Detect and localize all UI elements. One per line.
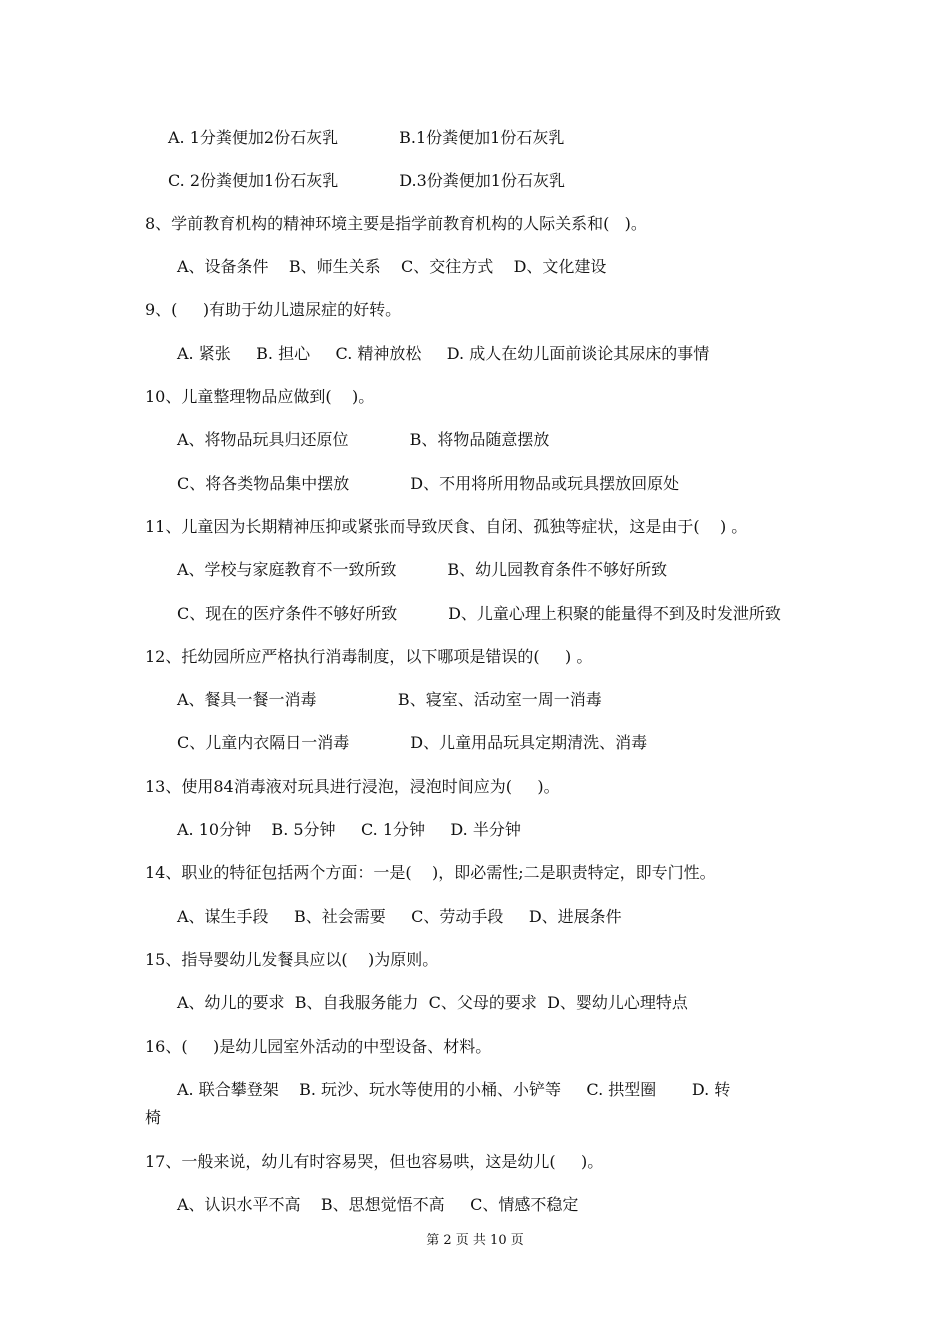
q12-options-cd: C、儿童内衣隔日一消毒 D、儿童用品玩具定期清洗、消毒 xyxy=(177,733,648,752)
q15-options: A、幼儿的要求 B、自我服务能力 C、父母的要求 D、婴幼儿心理特点 xyxy=(177,993,688,1012)
q7-options-ab: A. 1分粪便加2份石灰乳 B.1份粪便加1份石灰乳 xyxy=(168,128,565,147)
question-14: 14、职业的特征包括两个方面：一是( )，即必需性;二是职责特定，即专门性。 xyxy=(145,863,716,882)
question-13: 13、使用84消毒液对玩具进行浸泡，浸泡时间应为( )。 xyxy=(145,777,560,796)
q9-options: A. 紧张 B. 担心 C. 精神放松 D. 成人在幼儿面前谈论其尿床的事情 xyxy=(177,344,710,363)
q16-options-wrap: 椅 xyxy=(145,1108,162,1127)
question-9: 9、( )有助于幼儿遗尿症的好转。 xyxy=(145,300,402,319)
page-footer: 第 2 页 共 10 页 xyxy=(426,1233,524,1248)
q17-options: A、认识水平不高 B、思想觉悟不高 C、情感不稳定 xyxy=(177,1195,579,1214)
q10-options-ab: A、将物品玩具归还原位 B、将物品随意摆放 xyxy=(177,430,550,449)
question-12: 12、托幼园所应严格执行消毒制度，以下哪项是错误的( ) 。 xyxy=(145,647,593,666)
q11-options-cd: C、现在的医疗条件不够好所致 D、儿童心理上积聚的能量得不到及时发泄所致 xyxy=(177,604,781,623)
q7-options-cd: C. 2份粪便加1份石灰乳 D.3份粪便加1份石灰乳 xyxy=(168,171,565,190)
q11-options-ab: A、学校与家庭教育不一致所致 B、幼儿园教育条件不够好所致 xyxy=(177,560,668,579)
q16-options: A. 联合攀登架 B. 玩沙、玩水等使用的小桶、小铲等 C. 拱型圈 D. 转 xyxy=(177,1080,731,1099)
q8-options: A、设备条件 B、师生关系 C、交往方式 D、文化建设 xyxy=(177,257,607,276)
q14-options: A、谋生手段 B、社会需要 C、劳动手段 D、进展条件 xyxy=(177,907,622,926)
question-15: 15、指导婴幼儿发餐具应以( )为原则。 xyxy=(145,950,439,969)
question-11: 11、儿童因为长期精神压抑或紧张而导致厌食、自闭、孤独等症状，这是由于( ) 。 xyxy=(145,517,748,536)
q13-options: A. 10分钟 B. 5分钟 C. 1分钟 D. 半分钟 xyxy=(177,820,521,839)
question-16: 16、( )是幼儿园室外活动的中型设备、材料。 xyxy=(145,1037,492,1056)
q12-options-ab: A、餐具一餐一消毒 B、寝室、活动室一周一消毒 xyxy=(177,690,602,709)
q10-options-cd: C、将各类物品集中摆放 D、不用将所用物品或玩具摆放回原处 xyxy=(177,474,680,493)
question-8: 8、学前教育机构的精神环境主要是指学前教育机构的人际关系和( )。 xyxy=(145,214,647,233)
question-17: 17、一般来说，幼儿有时容易哭，但也容易哄，这是幼儿( )。 xyxy=(145,1152,604,1171)
question-10: 10、儿童整理物品应做到( )。 xyxy=(145,387,375,406)
